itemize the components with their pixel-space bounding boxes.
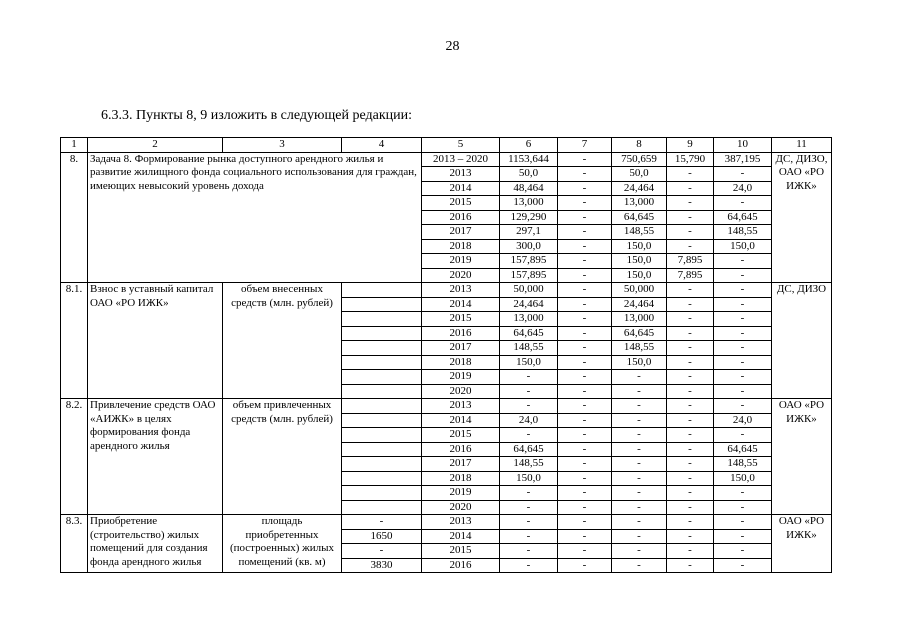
table-cell: - [500,486,558,501]
table-cell: - [667,399,714,414]
column-header: 2 [88,138,223,153]
table-cell: - [667,326,714,341]
column-header: 11 [772,138,832,153]
table-cell: - [667,225,714,240]
table-cell: 13,000 [500,312,558,327]
table-cell: 150,0 [612,268,667,283]
empty-cell [342,500,422,515]
column-header: 4 [342,138,422,153]
table-cell: - [500,515,558,530]
table-cell: 64,645 [714,442,772,457]
table-cell: 24,464 [612,297,667,312]
table-cell: - [558,312,612,327]
table-cell: 148,55 [714,225,772,240]
table-cell: 2013 [422,399,500,414]
table-cell: - [558,544,612,559]
empty-cell [342,370,422,385]
table-cell: - [667,457,714,472]
table-cell: - [612,413,667,428]
table-cell: - [714,558,772,573]
table-cell: 150,0 [612,355,667,370]
row-number: 8. [61,152,88,283]
empty-cell [342,312,422,327]
table-cell: 150,0 [500,355,558,370]
table-cell: - [612,370,667,385]
table-cell: 50,000 [612,283,667,298]
table-cell: - [714,515,772,530]
table-cell: 2019 [422,370,500,385]
table-cell: - [558,239,612,254]
table-cell: - [500,558,558,573]
table-cell: - [612,471,667,486]
table-cell: - [667,341,714,356]
table-cell: 2017 [422,341,500,356]
table-cell: 24,0 [500,413,558,428]
table-cell: 2019 [422,486,500,501]
table-cell: - [500,544,558,559]
table-cell: - [612,500,667,515]
table-cell: 157,895 [500,254,558,269]
empty-cell [342,341,422,356]
table-cell: - [500,399,558,414]
row-text: Взнос в уставный капитал ОАО «РО ИЖК» [88,283,223,399]
table-cell: 300,0 [500,239,558,254]
table-cell: 387,195 [714,152,772,167]
table-cell: - [667,370,714,385]
table-cell: - [558,341,612,356]
table-cell: 148,55 [612,225,667,240]
table-cell: 64,645 [612,326,667,341]
table-cell: - [558,486,612,501]
table-cell: - [558,428,612,443]
table-cell: - [667,486,714,501]
table-cell: - [500,370,558,385]
table-row [61,283,832,298]
table-cell: 1650 [342,529,422,544]
empty-cell [342,457,422,472]
row-text: Задача 8. Формирование рынка доступного арендного жилья и развитие жилищного фонда социального использования для граждан, имеющих невысокий уровень дохода [88,152,422,283]
table-cell: - [714,254,772,269]
table-cell: 64,645 [500,442,558,457]
table-cell: 148,55 [500,341,558,356]
table-cell: 2015 [422,428,500,443]
indicator: объем привлеченных средств (млн. рублей) [223,399,342,515]
empty-cell [342,297,422,312]
table-cell: 2018 [422,355,500,370]
table-cell: - [667,167,714,182]
table-cell: - [500,428,558,443]
table-cell: - [612,442,667,457]
table-cell: 2014 [422,529,500,544]
table-cell: - [500,500,558,515]
table-cell: - [558,500,612,515]
table-cell: - [558,283,612,298]
table-cell: - [714,384,772,399]
column-header: 7 [558,138,612,153]
table-cell: - [612,486,667,501]
table-cell: - [558,529,612,544]
table-cell: - [714,326,772,341]
table-cell: - [558,210,612,225]
table-cell: - [558,254,612,269]
section-heading: 6.3.3. Пункты 8, 9 изложить в следующей редакции: [101,108,413,123]
table-cell: - [667,529,714,544]
table-cell: - [714,370,772,385]
table-cell: 2013 [422,283,500,298]
table-cell: 2014 [422,413,500,428]
table-cell: - [667,558,714,573]
table-cell: - [558,384,612,399]
table-cell: - [714,355,772,370]
table-cell: 1153,644 [500,152,558,167]
table-cell: 148,55 [500,457,558,472]
table-cell: - [714,283,772,298]
table-cell: - [714,341,772,356]
row-number: 8.3. [61,515,88,573]
table-cell: 2015 [422,544,500,559]
table-cell: - [667,515,714,530]
table-cell: 2015 [422,312,500,327]
table-cell: - [558,457,612,472]
table-cell: - [714,529,772,544]
table-cell: 48,464 [500,181,558,196]
table-cell: - [558,355,612,370]
table-cell: 15,790 [667,152,714,167]
table-cell: - [714,312,772,327]
page-number: 28 [445,39,460,54]
table-row [61,152,832,167]
indicator: площадь приобретенных (построенных) жилых помещений (кв. м) [223,515,342,573]
table-cell: - [612,558,667,573]
table-cell: - [558,181,612,196]
responsible: ОАО «РО ИЖК» [772,399,832,515]
empty-cell [342,384,422,399]
empty-cell [342,283,422,298]
table-cell: - [667,312,714,327]
table-cell: - [612,399,667,414]
table-cell: 24,464 [612,181,667,196]
table-cell: 24,0 [714,181,772,196]
table-cell: 150,0 [612,254,667,269]
table-cell: - [612,457,667,472]
table-cell: 2020 [422,268,500,283]
table-cell: - [667,544,714,559]
column-header: 10 [714,138,772,153]
responsible: ОАО «РО ИЖК» [772,515,832,573]
table-cell: 13,000 [612,312,667,327]
table-cell: 13,000 [500,196,558,211]
responsible: ДС, ДИЗО [772,283,832,399]
table-cell: 2016 [422,326,500,341]
table-cell: 150,0 [714,471,772,486]
row-text: Привлечение средств ОАО «АИЖК» в целях формирования фонда арендного жилья [88,399,223,515]
table-cell: - [714,167,772,182]
table-cell: - [714,196,772,211]
row-text: Приобретение (строительство) жилых помещений для создания фонда арендного жилья [88,515,223,573]
table-cell: 2016 [422,442,500,457]
program-table [60,137,832,573]
table-row [61,399,832,414]
table-cell: 2013 – 2020 [422,152,500,167]
table-cell: 2015 [422,196,500,211]
table-cell: - [714,399,772,414]
table-cell: 2013 [422,515,500,530]
table-cell: - [667,181,714,196]
empty-cell [342,326,422,341]
table-cell: - [558,167,612,182]
table-cell: - [667,355,714,370]
table-cell: 24,464 [500,297,558,312]
empty-cell [342,428,422,443]
column-header: 1 [61,138,88,153]
table-cell: 2014 [422,181,500,196]
table-cell: 297,1 [500,225,558,240]
table-cell: - [558,152,612,167]
table-cell: 2017 [422,457,500,472]
table-cell: 2018 [422,471,500,486]
table-cell: - [612,428,667,443]
table-cell: 7,895 [667,268,714,283]
table-cell: - [667,196,714,211]
table-cell: - [612,384,667,399]
table-cell: 2020 [422,384,500,399]
table-cell: 2020 [422,500,500,515]
column-header: 5 [422,138,500,153]
empty-cell [342,413,422,428]
table-cell: - [558,326,612,341]
table-cell: - [342,515,422,530]
empty-cell [342,486,422,501]
table-cell: - [714,500,772,515]
table-cell: 2019 [422,254,500,269]
table-cell: - [500,529,558,544]
table-cell: 150,0 [612,239,667,254]
table-cell: 50,0 [612,167,667,182]
table-cell: - [667,500,714,515]
table-cell: 50,0 [500,167,558,182]
table-cell: 2017 [422,225,500,240]
table-cell: - [558,558,612,573]
table-cell: - [558,515,612,530]
table-cell: - [667,297,714,312]
table-cell: 64,645 [612,210,667,225]
table-cell: - [612,544,667,559]
table-cell: 24,0 [714,413,772,428]
table-cell: - [558,196,612,211]
table-cell: 2016 [422,210,500,225]
table-cell: 2018 [422,239,500,254]
table-cell: - [667,442,714,457]
empty-cell [342,355,422,370]
table-cell: 2016 [422,558,500,573]
table-cell: 3830 [342,558,422,573]
column-header: 6 [500,138,558,153]
table-cell: - [714,428,772,443]
table-cell: - [612,515,667,530]
responsible: ДС, ДИЗО, ОАО «РО ИЖК» [772,152,832,283]
empty-cell [342,471,422,486]
column-header: 3 [223,138,342,153]
table-cell: - [667,384,714,399]
table-cell: - [558,471,612,486]
table-row [61,515,832,530]
table-cell: 129,290 [500,210,558,225]
table-row [61,138,832,153]
table-cell: 7,895 [667,254,714,269]
table-cell: 157,895 [500,268,558,283]
column-header: 8 [612,138,667,153]
table-cell: - [667,428,714,443]
table-cell: - [714,486,772,501]
table-cell: - [558,413,612,428]
table-cell: 64,645 [714,210,772,225]
table-cell: - [714,544,772,559]
table-cell: - [667,239,714,254]
row-number: 8.1. [61,283,88,399]
table-cell: - [342,544,422,559]
table-cell: - [558,268,612,283]
table-cell: - [500,384,558,399]
empty-cell [342,442,422,457]
table-cell: 750,659 [612,152,667,167]
table-cell: - [558,225,612,240]
table-cell: 2013 [422,167,500,182]
table-cell: - [667,210,714,225]
table-cell: - [667,283,714,298]
table-cell: - [714,297,772,312]
table-cell: - [558,297,612,312]
column-header: 9 [667,138,714,153]
table-cell: - [667,471,714,486]
row-number: 8.2. [61,399,88,515]
table-cell: - [714,268,772,283]
table-cell: - [558,442,612,457]
table-cell: 148,55 [612,341,667,356]
table-cell: - [667,413,714,428]
table-cell: 2014 [422,297,500,312]
table-cell: - [612,529,667,544]
indicator: объем внесенных средств (млн. рублей) [223,283,342,399]
table-cell: 64,645 [500,326,558,341]
table-cell: 50,000 [500,283,558,298]
table-cell: 150,0 [714,239,772,254]
empty-cell [342,399,422,414]
table-cell: 13,000 [612,196,667,211]
table-cell: - [558,399,612,414]
table-cell: 150,0 [500,471,558,486]
table-cell: 148,55 [714,457,772,472]
table-cell: - [558,370,612,385]
